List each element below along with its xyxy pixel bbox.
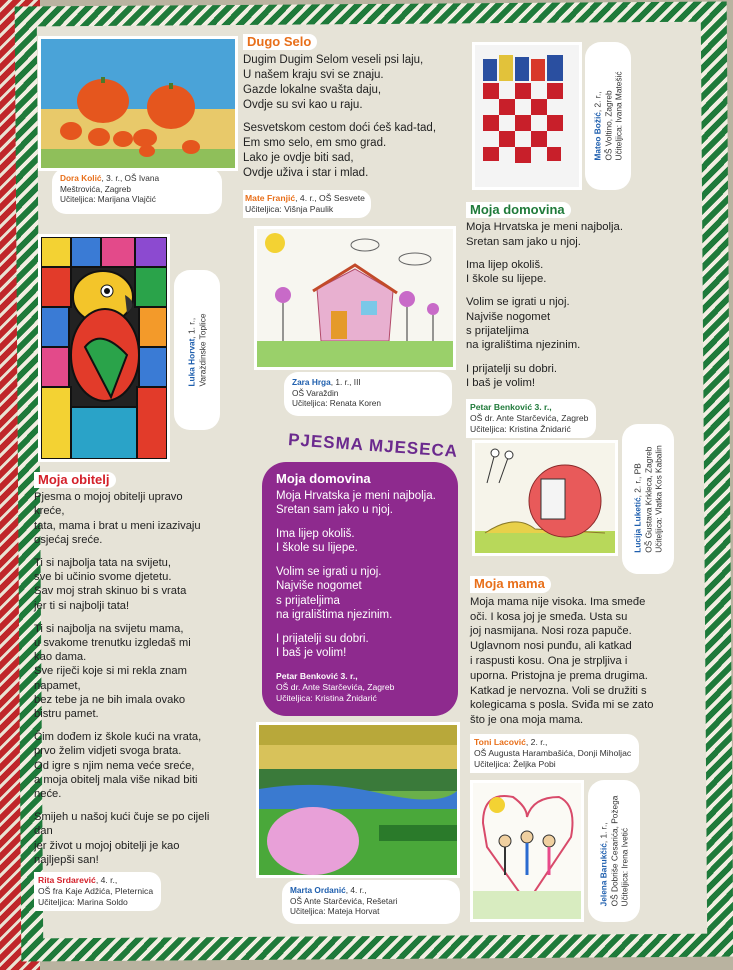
poem-title: Moja obitelj: [34, 472, 116, 488]
poem-title: Moja domovina: [466, 202, 571, 218]
drawing-pumpkins: [38, 36, 238, 171]
drawing-parrot: [38, 234, 170, 462]
poem-author: Petar Benković 3. r., OŠ dr. Ante Starčevića, Zagreb Učiteljica: Kristina Žnidarić: [466, 399, 596, 438]
drawing-house: [254, 226, 456, 370]
caption-marta: Marta Ordanić, 4. r., OŠ Ante Starčevića, Rešetari Učiteljica: Mateja Horvat: [282, 880, 460, 924]
caption-mateo: Mateo Božić, 2. r., OŠ Voltino, Zagreb Učiteljica: Ivana Matešić: [585, 42, 631, 190]
drawing-croatian-coat-of-arms: [472, 42, 582, 190]
poem-title: Dugo Selo: [243, 34, 317, 50]
poem-moja-obitelj: [34, 472, 254, 911]
pjesma-mjeseca-box: Moja domovina Moja Hrvatska je meni najbolja. Sretan sam jako u njoj. Ima lijep okoliš. I škole su lijepe. Volim se igrati u njoj. Najviše nogomet s prijateljima na igralištima njezinim. I prijatelji su dobri. I baš je volim! Petar Benković 3. r., OŠ dr. Ante Starčevića, Zagreb Učiteljica: Kristina Žnidarić: [262, 462, 458, 716]
drawing-landscape: [256, 722, 460, 878]
drawing-family: [470, 780, 584, 922]
poem-title: Moja mama: [470, 576, 551, 593]
poem-moja-mama: [470, 576, 682, 773]
poem-author: Mate Franjić, 4. r., OŠ Sesvete Učiteljica: Višnja Paulik: [243, 190, 371, 218]
caption-lucija: Lucija Luketić, 2. r., PB OŠ Gustava Krkleca, Zagreb Učiteljica: Vlatka Kos Kabalin: [622, 424, 674, 574]
poem-body: Moja mama nije visoka. Ima smeđe oči. I kosa joj je smeđa. Usta su joj nasmijana. Nosi roza papuče. Uglavnom nosi punđu, ali katkad i raspusti kosu. Ona je strpljiva i uporna. Pristojna je prema drugima. Katkad je nervozna. Voli se družiti s kolegicama s posla. Sviđa mi se zato što je ona moja mama.: [470, 595, 654, 727]
drawing-snail: [472, 440, 618, 556]
pjesma-mjeseca-heading: PJESMA MJESECA: [287, 430, 459, 461]
poem-author: Petar Benković 3. r., OŠ dr. Ante Starčevića, Zagreb Učiteljica: Kristina Žnidarić: [276, 670, 395, 703]
caption-luka: Luka Horvat, 1. r., Varaždinske Toplice: [174, 270, 220, 430]
poem-body: Moja Hrvatska je meni najbolja. Sretan sam jako u njoj. Ima lijep okoliš. I škole su lijepe. Volim se igrati u njoj. Najviše nogomet s prijateljima na igralištima njezinim. I prijatelji su dobri. I baš je volim!: [466, 221, 623, 389]
poem-body: Dugim Dugim Selom veseli psi laju, U našem kraju svi se znaju. Gazde lokalne svašta daju, Ovdje su svi kao u raju. Sesvetskom cestom doći ćeš kad-tad, Em smo selo, em smo grad. Lako je ovdje biti sad, Ovdje uživa i star i mlad.: [243, 54, 437, 179]
poem-dugo-selo: [243, 34, 468, 218]
poem-author: Rita Srdarević, 4. r., OŠ fra Kaje Adžića, Pleternica Učiteljica: Marina Soldo: [34, 872, 161, 911]
caption-name: Dora Kolić: [60, 173, 102, 183]
poem-moja-domovina: [466, 202, 676, 438]
poem-title: Moja domovina: [276, 471, 371, 486]
poem-body: Pjesma o mojoj obitelji upravo kreće, tata, mama i brat u meni izazivaju osjećaj sreće. Ti si najbolja tata na svijetu, sve bi učinio svome djetetu. Sav moj strah skinuo bi s vrata jer ti si najbolji tata! Ti si najbolja na svijetu mama, u svakome trenutku izgledaš mi kao dama. Sve riječi koje si mi rekla znam napamet, bez tebe ja ne bih imala ovako bistru pamet. Čim dođem iz škole kući na vrata, prvo želim vidjeti svoga brata. Od igre s njim nema veće sreće, a moja obitelj mala više nikad biti neće. Smijeh u našoj kući čuje se po cijeli dan jer život u mojoj obitelji je kao najljepši san!: [34, 491, 210, 866]
caption-dora: Dora Kolić, 3. r., OŠ Ivana Meštrovića, Zagreb Učiteljica: Marijana Vlajčić: [52, 168, 222, 214]
caption-zara: Zara Hrga, 1. r., III OŠ Varaždin Učiteljica: Renata Koren: [284, 372, 452, 416]
caption-jelena: Jelena Barukčić, 1. r., OŠ Dobriše Cesarića, Požega Učiteljica: Irena Ivetić: [588, 780, 640, 922]
poem-author: Toni Lacović, 2. r., OŠ Augusta Harambašića, Donji Miholjac Učiteljica: Željka Pobi: [470, 734, 639, 773]
